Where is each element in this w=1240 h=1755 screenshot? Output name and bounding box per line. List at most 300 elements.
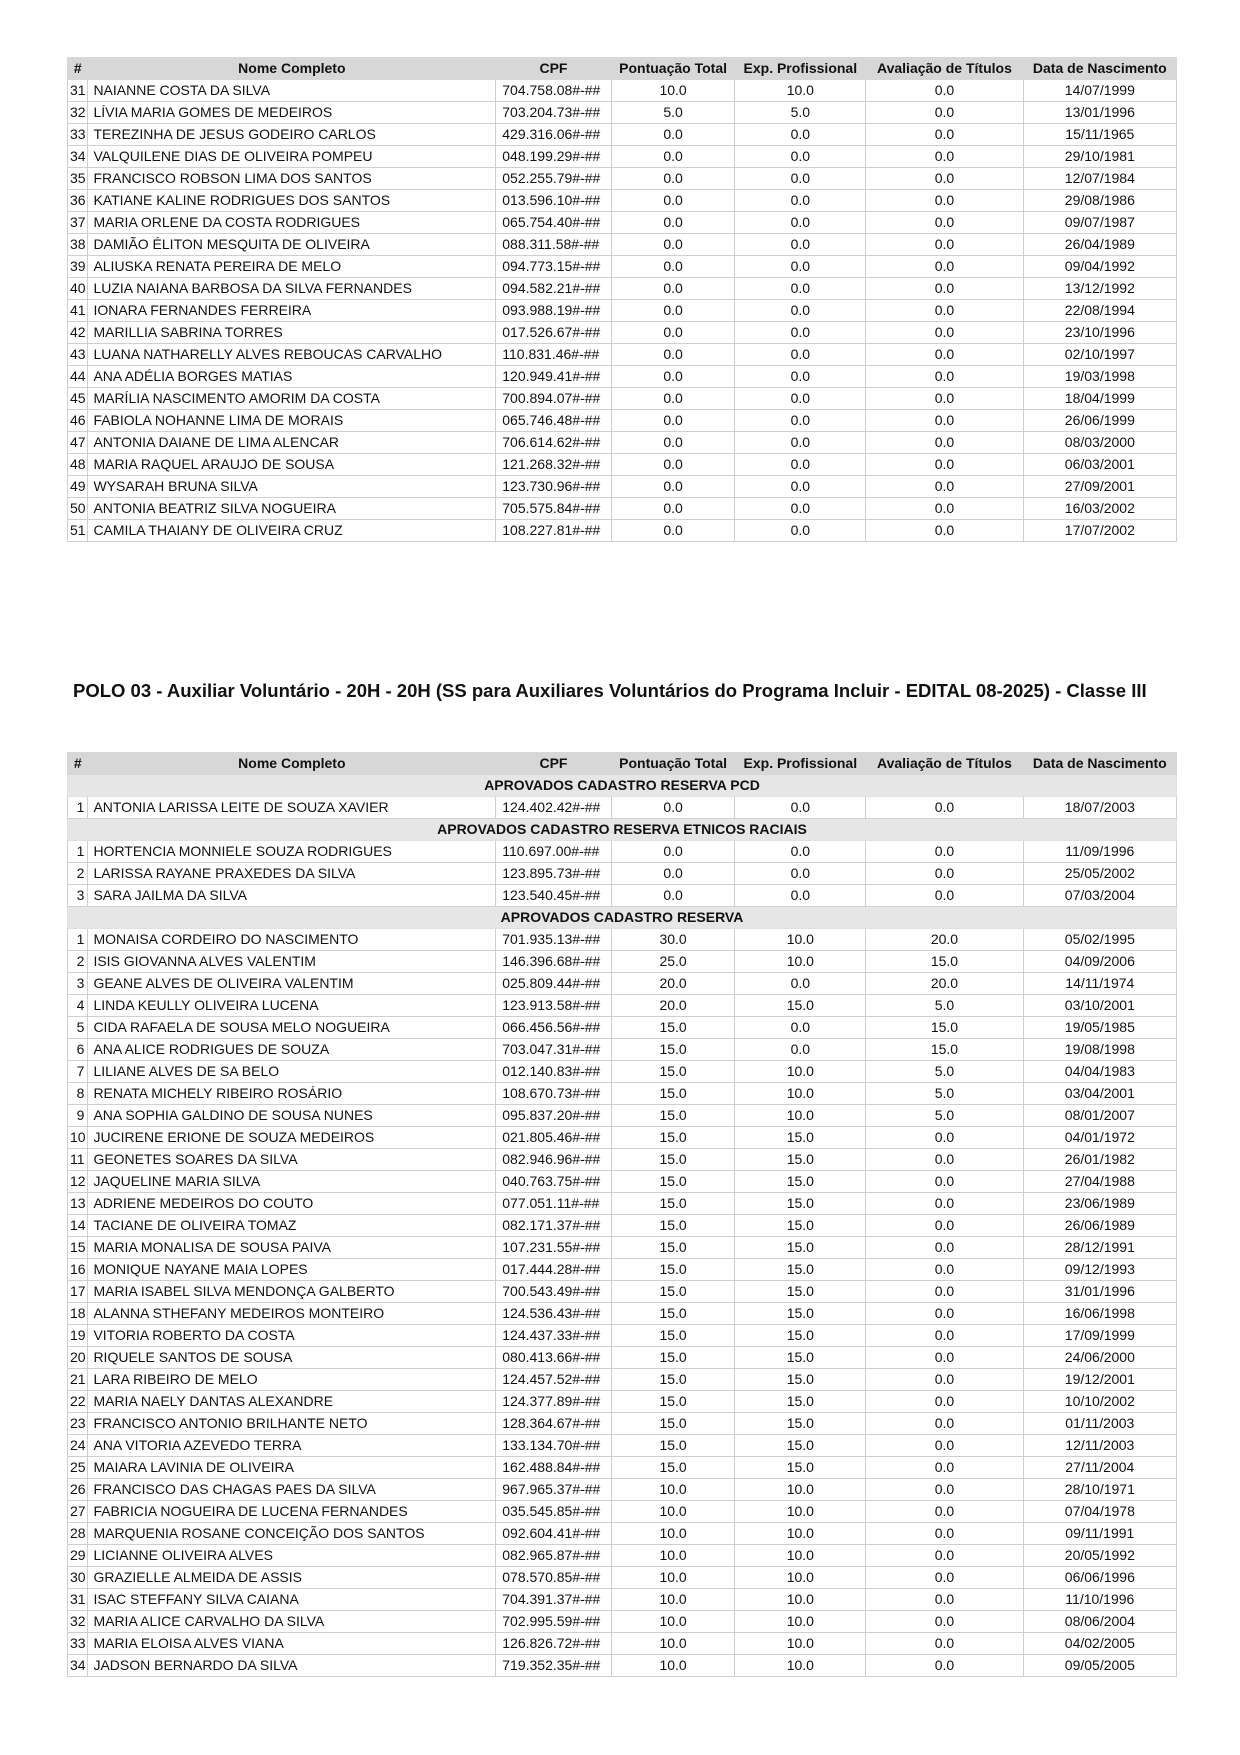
- cell-total-score: 20.0: [611, 995, 735, 1017]
- table-row: [68, 863, 1177, 885]
- cell-name: ANA VITORIA AZEVEDO TERRA: [88, 1435, 496, 1457]
- cell-titles: 0.0: [866, 1655, 1023, 1677]
- cell-cpf: 017.526.67#-##: [496, 322, 611, 344]
- cell-titles: 0.0: [866, 1281, 1023, 1303]
- cell-experience: 15.0: [735, 1193, 866, 1215]
- table-row: [68, 1303, 1177, 1325]
- cell-rank: 42: [68, 322, 88, 344]
- table-row: [68, 1083, 1177, 1105]
- cell-cpf: 025.809.44#-##: [496, 973, 611, 995]
- cell-experience: 10.0: [735, 1061, 866, 1083]
- table-header: [68, 58, 1177, 80]
- cell-rank: 36: [68, 190, 88, 212]
- cell-experience: 0.0: [735, 454, 866, 476]
- cell-titles: 0.0: [866, 797, 1023, 819]
- cell-experience: 10.0: [735, 1105, 866, 1127]
- cell-name: VITORIA ROBERTO DA COSTA: [88, 1325, 496, 1347]
- table-row: [68, 1237, 1177, 1259]
- cell-titles: 0.0: [866, 1237, 1023, 1259]
- group-header-row: [68, 775, 1177, 797]
- cell-total-score: 10.0: [611, 1545, 735, 1567]
- cell-name: ANA ADÉLIA BORGES MATIAS: [88, 366, 496, 388]
- cell-titles: 0.0: [866, 300, 1023, 322]
- cell-cpf: 065.754.40#-##: [496, 212, 611, 234]
- table-row: [68, 1347, 1177, 1369]
- cell-total-score: 10.0: [611, 1633, 735, 1655]
- cell-titles: 0.0: [866, 1501, 1023, 1523]
- cell-titles: 0.0: [866, 1391, 1023, 1413]
- cell-name: LICIANNE OLIVEIRA ALVES: [88, 1545, 496, 1567]
- cell-total-score: 15.0: [611, 1149, 735, 1171]
- cell-total-score: 10.0: [611, 1567, 735, 1589]
- cell-experience: 0.0: [735, 322, 866, 344]
- cell-name: TEREZINHA DE JESUS GODEIRO CARLOS: [88, 124, 496, 146]
- cell-cpf: 082.946.96#-##: [496, 1149, 611, 1171]
- cell-titles: 0.0: [866, 102, 1023, 124]
- cell-name: ALANNA STHEFANY MEDEIROS MONTEIRO: [88, 1303, 496, 1325]
- cell-rank: 27: [68, 1501, 88, 1523]
- table-row: [68, 1171, 1177, 1193]
- column-header-name: Nome Completo: [88, 58, 496, 80]
- cell-name: SARA JAILMA DA SILVA: [88, 885, 496, 907]
- cell-cpf: 123.540.45#-##: [496, 885, 611, 907]
- cell-titles: 0.0: [866, 212, 1023, 234]
- cell-titles: 0.0: [866, 190, 1023, 212]
- cell-total-score: 15.0: [611, 1347, 735, 1369]
- cell-experience: 10.0: [735, 1655, 866, 1677]
- cell-birth-date: 06/06/1996: [1023, 1567, 1176, 1589]
- cell-experience: 0.0: [735, 300, 866, 322]
- cell-name: ISAC STEFFANY SILVA CAIANA: [88, 1589, 496, 1611]
- cell-cpf: 967.965.37#-##: [496, 1479, 611, 1501]
- cell-experience: 15.0: [735, 1347, 866, 1369]
- cell-experience: 0.0: [735, 190, 866, 212]
- table-row: [68, 1611, 1177, 1633]
- cell-cpf: 124.377.89#-##: [496, 1391, 611, 1413]
- cell-total-score: 15.0: [611, 1457, 735, 1479]
- column-header-rank: #: [68, 753, 88, 775]
- cell-experience: 0.0: [735, 863, 866, 885]
- cell-titles: 0.0: [866, 168, 1023, 190]
- cell-titles: 5.0: [866, 1061, 1023, 1083]
- cell-experience: 15.0: [735, 1215, 866, 1237]
- cell-rank: 50: [68, 498, 88, 520]
- cell-total-score: 15.0: [611, 1061, 735, 1083]
- cell-total-score: 10.0: [611, 1479, 735, 1501]
- cell-experience: 0.0: [735, 476, 866, 498]
- cell-titles: 5.0: [866, 995, 1023, 1017]
- cell-total-score: 15.0: [611, 1127, 735, 1149]
- cell-total-score: 15.0: [611, 1435, 735, 1457]
- cell-birth-date: 27/04/1988: [1023, 1171, 1176, 1193]
- cell-cpf: 146.396.68#-##: [496, 951, 611, 973]
- cell-birth-date: 25/05/2002: [1023, 863, 1176, 885]
- cell-rank: 34: [68, 146, 88, 168]
- cell-experience: 0.0: [735, 388, 866, 410]
- cell-total-score: 0.0: [611, 454, 735, 476]
- table-row: [68, 168, 1177, 190]
- cell-titles: 0.0: [866, 454, 1023, 476]
- table-row: [68, 256, 1177, 278]
- cell-birth-date: 07/03/2004: [1023, 885, 1176, 907]
- cell-birth-date: 08/06/2004: [1023, 1611, 1176, 1633]
- cell-cpf: 040.763.75#-##: [496, 1171, 611, 1193]
- cell-experience: 15.0: [735, 1259, 866, 1281]
- cell-experience: 10.0: [735, 929, 866, 951]
- cell-total-score: 15.0: [611, 1369, 735, 1391]
- table-row: [68, 1215, 1177, 1237]
- cell-total-score: 0.0: [611, 300, 735, 322]
- cell-birth-date: 04/01/1972: [1023, 1127, 1176, 1149]
- cell-experience: 0.0: [735, 410, 866, 432]
- cell-titles: 0.0: [866, 1127, 1023, 1149]
- cell-rank: 39: [68, 256, 88, 278]
- cell-name: CIDA RAFAELA DE SOUSA MELO NOGUEIRA: [88, 1017, 496, 1039]
- cell-cpf: 706.614.62#-##: [496, 432, 611, 454]
- table-row: [68, 1523, 1177, 1545]
- table-row: [68, 1105, 1177, 1127]
- cell-titles: 0.0: [866, 1567, 1023, 1589]
- cell-experience: 10.0: [735, 1633, 866, 1655]
- cell-rank: 48: [68, 454, 88, 476]
- cell-birth-date: 19/05/1985: [1023, 1017, 1176, 1039]
- cell-total-score: 0.0: [611, 234, 735, 256]
- cell-cpf: 702.995.59#-##: [496, 1611, 611, 1633]
- cell-name: ANA SOPHIA GALDINO DE SOUSA NUNES: [88, 1105, 496, 1127]
- cell-birth-date: 02/10/1997: [1023, 344, 1176, 366]
- cell-experience: 10.0: [735, 80, 866, 102]
- cell-total-score: 0.0: [611, 278, 735, 300]
- cell-name: ANTONIA BEATRIZ SILVA NOGUEIRA: [88, 498, 496, 520]
- cell-name: HORTENCIA MONNIELE SOUZA RODRIGUES: [88, 841, 496, 863]
- cell-cpf: 094.773.15#-##: [496, 256, 611, 278]
- cell-name: DAMIÃO ÉLITON MESQUITA DE OLIVEIRA: [88, 234, 496, 256]
- cell-total-score: 0.0: [611, 863, 735, 885]
- group-label: APROVADOS CADASTRO RESERVA PCD: [68, 775, 1177, 797]
- cell-rank: 23: [68, 1413, 88, 1435]
- cell-birth-date: 05/02/1995: [1023, 929, 1176, 951]
- column-header-total-score: Pontuação Total: [611, 58, 735, 80]
- cell-cpf: 094.582.21#-##: [496, 278, 611, 300]
- cell-cpf: 088.311.58#-##: [496, 234, 611, 256]
- cell-name: GEANE ALVES DE OLIVEIRA VALENTIM: [88, 973, 496, 995]
- table-row: [68, 498, 1177, 520]
- cell-birth-date: 29/08/1986: [1023, 190, 1176, 212]
- cell-experience: 15.0: [735, 1303, 866, 1325]
- table-row: [68, 322, 1177, 344]
- cell-experience: 10.0: [735, 1501, 866, 1523]
- cell-birth-date: 11/10/1996: [1023, 1589, 1176, 1611]
- cell-birth-date: 26/01/1982: [1023, 1149, 1176, 1171]
- cell-experience: 10.0: [735, 1523, 866, 1545]
- cell-total-score: 10.0: [611, 1523, 735, 1545]
- cell-cpf: 077.051.11#-##: [496, 1193, 611, 1215]
- cell-birth-date: 17/07/2002: [1023, 520, 1176, 542]
- cell-birth-date: 03/04/2001: [1023, 1083, 1176, 1105]
- cell-total-score: 25.0: [611, 951, 735, 973]
- cell-total-score: 0.0: [611, 190, 735, 212]
- cell-cpf: 066.456.56#-##: [496, 1017, 611, 1039]
- cell-total-score: 15.0: [611, 1193, 735, 1215]
- results-table-polo-03: [67, 752, 1177, 1677]
- cell-experience: 10.0: [735, 1611, 866, 1633]
- cell-cpf: 704.758.08#-##: [496, 80, 611, 102]
- cell-total-score: 0.0: [611, 498, 735, 520]
- column-header-name: Nome Completo: [88, 753, 496, 775]
- cell-cpf: 719.352.35#-##: [496, 1655, 611, 1677]
- cell-total-score: 0.0: [611, 212, 735, 234]
- cell-titles: 0.0: [866, 432, 1023, 454]
- cell-experience: 15.0: [735, 1391, 866, 1413]
- cell-name: JADSON BERNARDO DA SILVA: [88, 1655, 496, 1677]
- table-row: [68, 1457, 1177, 1479]
- cell-titles: 0.0: [866, 863, 1023, 885]
- table-row: [68, 102, 1177, 124]
- cell-birth-date: 23/10/1996: [1023, 322, 1176, 344]
- cell-experience: 0.0: [735, 168, 866, 190]
- cell-total-score: 0.0: [611, 256, 735, 278]
- cell-titles: 0.0: [866, 256, 1023, 278]
- cell-experience: 0.0: [735, 1039, 866, 1061]
- cell-name: GRAZIELLE ALMEIDA DE ASSIS: [88, 1567, 496, 1589]
- cell-cpf: 429.316.06#-##: [496, 124, 611, 146]
- cell-rank: 43: [68, 344, 88, 366]
- cell-titles: 0.0: [866, 410, 1023, 432]
- cell-name: MARIA RAQUEL ARAUJO DE SOUSA: [88, 454, 496, 476]
- table-row: [68, 190, 1177, 212]
- cell-experience: 15.0: [735, 1369, 866, 1391]
- table-row: [68, 995, 1177, 1017]
- cell-name: JUCIRENE ERIONE DE SOUZA MEDEIROS: [88, 1127, 496, 1149]
- cell-total-score: 0.0: [611, 432, 735, 454]
- cell-cpf: 035.545.85#-##: [496, 1501, 611, 1523]
- cell-titles: 15.0: [866, 1017, 1023, 1039]
- cell-rank: 18: [68, 1303, 88, 1325]
- cell-rank: 11: [68, 1149, 88, 1171]
- cell-cpf: 128.364.67#-##: [496, 1413, 611, 1435]
- cell-birth-date: 28/12/1991: [1023, 1237, 1176, 1259]
- cell-titles: 0.0: [866, 1413, 1023, 1435]
- cell-birth-date: 09/07/1987: [1023, 212, 1176, 234]
- cell-total-score: 15.0: [611, 1237, 735, 1259]
- cell-name: ALIUSKA RENATA PEREIRA DE MELO: [88, 256, 496, 278]
- cell-titles: 0.0: [866, 322, 1023, 344]
- cell-birth-date: 04/09/2006: [1023, 951, 1176, 973]
- cell-total-score: 0.0: [611, 146, 735, 168]
- cell-cpf: 095.837.20#-##: [496, 1105, 611, 1127]
- cell-rank: 21: [68, 1369, 88, 1391]
- cell-name: LÍVIA MARIA GOMES DE MEDEIROS: [88, 102, 496, 124]
- table-row: [68, 1413, 1177, 1435]
- cell-rank: 12: [68, 1171, 88, 1193]
- cell-total-score: 15.0: [611, 1259, 735, 1281]
- cell-total-score: 15.0: [611, 1325, 735, 1347]
- cell-experience: 15.0: [735, 1413, 866, 1435]
- cell-experience: 10.0: [735, 1589, 866, 1611]
- table-row: [68, 1149, 1177, 1171]
- cell-experience: 15.0: [735, 1127, 866, 1149]
- cell-birth-date: 14/11/1974: [1023, 973, 1176, 995]
- cell-birth-date: 07/04/1978: [1023, 1501, 1176, 1523]
- cell-titles: 0.0: [866, 1347, 1023, 1369]
- cell-total-score: 0.0: [611, 124, 735, 146]
- cell-rank: 35: [68, 168, 88, 190]
- cell-titles: 20.0: [866, 929, 1023, 951]
- cell-titles: 0.0: [866, 1215, 1023, 1237]
- cell-birth-date: 06/03/2001: [1023, 454, 1176, 476]
- cell-total-score: 15.0: [611, 1039, 735, 1061]
- table-row: [68, 841, 1177, 863]
- cell-rank: 2: [68, 863, 88, 885]
- cell-experience: 0.0: [735, 520, 866, 542]
- cell-birth-date: 12/11/2003: [1023, 1435, 1176, 1457]
- cell-cpf: 048.199.29#-##: [496, 146, 611, 168]
- cell-birth-date: 17/09/1999: [1023, 1325, 1176, 1347]
- cell-cpf: 705.575.84#-##: [496, 498, 611, 520]
- cell-titles: 0.0: [866, 124, 1023, 146]
- cell-birth-date: 04/04/1983: [1023, 1061, 1176, 1083]
- cell-name: MAIARA LAVINIA DE OLIVEIRA: [88, 1457, 496, 1479]
- cell-total-score: 0.0: [611, 388, 735, 410]
- cell-titles: 0.0: [866, 1589, 1023, 1611]
- cell-total-score: 10.0: [611, 80, 735, 102]
- cell-birth-date: 18/07/2003: [1023, 797, 1176, 819]
- cell-experience: 5.0: [735, 102, 866, 124]
- table-row: [68, 212, 1177, 234]
- table-row: [68, 885, 1177, 907]
- cell-birth-date: 28/10/1971: [1023, 1479, 1176, 1501]
- cell-name: LUZIA NAIANA BARBOSA DA SILVA FERNANDES: [88, 278, 496, 300]
- cell-experience: 10.0: [735, 951, 866, 973]
- cell-rank: 28: [68, 1523, 88, 1545]
- cell-name: FRANCISCO DAS CHAGAS PAES DA SILVA: [88, 1479, 496, 1501]
- cell-experience: 15.0: [735, 995, 866, 1017]
- cell-rank: 20: [68, 1347, 88, 1369]
- cell-birth-date: 19/12/2001: [1023, 1369, 1176, 1391]
- cell-experience: 0.0: [735, 124, 866, 146]
- section-title: POLO 03 - Auxiliar Voluntário - 20H - 20H (SS para Auxiliares Voluntários do Programa Incluir - EDITAL 08-2025) - Classe III: [73, 680, 1147, 701]
- cell-rank: 30: [68, 1567, 88, 1589]
- cell-rank: 5: [68, 1017, 88, 1039]
- cell-rank: 47: [68, 432, 88, 454]
- cell-titles: 0.0: [866, 1193, 1023, 1215]
- cell-birth-date: 04/02/2005: [1023, 1633, 1176, 1655]
- cell-name: NAIANNE COSTA DA SILVA: [88, 80, 496, 102]
- cell-name: WYSARAH BRUNA SILVA: [88, 476, 496, 498]
- cell-titles: 0.0: [866, 1435, 1023, 1457]
- cell-cpf: 700.894.07#-##: [496, 388, 611, 410]
- table-row: [68, 454, 1177, 476]
- cell-birth-date: 10/10/2002: [1023, 1391, 1176, 1413]
- cell-cpf: 110.697.00#-##: [496, 841, 611, 863]
- cell-total-score: 10.0: [611, 1655, 735, 1677]
- cell-birth-date: 11/09/1996: [1023, 841, 1176, 863]
- cell-birth-date: 22/08/1994: [1023, 300, 1176, 322]
- table-row: [68, 1589, 1177, 1611]
- cell-rank: 17: [68, 1281, 88, 1303]
- cell-rank: 46: [68, 410, 88, 432]
- table-row: [68, 1017, 1177, 1039]
- cell-rank: 45: [68, 388, 88, 410]
- cell-titles: 0.0: [866, 885, 1023, 907]
- cell-name: MARIA ISABEL SILVA MENDONÇA GALBERTO: [88, 1281, 496, 1303]
- group-label: APROVADOS CADASTRO RESERVA ETNICOS RACIAIS: [68, 819, 1177, 841]
- cell-birth-date: 09/11/1991: [1023, 1523, 1176, 1545]
- cell-cpf: 121.268.32#-##: [496, 454, 611, 476]
- table-row: [68, 1325, 1177, 1347]
- table-header: [68, 753, 1177, 775]
- cell-birth-date: 14/07/1999: [1023, 80, 1176, 102]
- cell-titles: 0.0: [866, 344, 1023, 366]
- cell-total-score: 15.0: [611, 1303, 735, 1325]
- cell-total-score: 15.0: [611, 1281, 735, 1303]
- column-header-experience: Exp. Profissional: [735, 58, 866, 80]
- table-row: [68, 300, 1177, 322]
- cell-experience: 15.0: [735, 1171, 866, 1193]
- cell-rank: 33: [68, 1633, 88, 1655]
- table-row: [68, 1039, 1177, 1061]
- cell-titles: 0.0: [866, 1325, 1023, 1347]
- cell-total-score: 15.0: [611, 1391, 735, 1413]
- cell-total-score: 0.0: [611, 366, 735, 388]
- cell-birth-date: 09/04/1992: [1023, 256, 1176, 278]
- column-header-birth-date: Data de Nascimento: [1023, 58, 1176, 80]
- cell-name: MONAISA CORDEIRO DO NASCIMENTO: [88, 929, 496, 951]
- table-row: [68, 80, 1177, 102]
- cell-birth-date: 09/12/1993: [1023, 1259, 1176, 1281]
- cell-cpf: 124.457.52#-##: [496, 1369, 611, 1391]
- cell-birth-date: 19/08/1998: [1023, 1039, 1176, 1061]
- cell-birth-date: 16/03/2002: [1023, 498, 1176, 520]
- cell-rank: 37: [68, 212, 88, 234]
- cell-name: RIQUELE SANTOS DE SOUSA: [88, 1347, 496, 1369]
- table-row: [68, 124, 1177, 146]
- cell-experience: 15.0: [735, 1325, 866, 1347]
- cell-total-score: 15.0: [611, 1105, 735, 1127]
- cell-rank: 31: [68, 1589, 88, 1611]
- cell-name: LARA RIBEIRO DE MELO: [88, 1369, 496, 1391]
- column-header-experience: Exp. Profissional: [735, 753, 866, 775]
- column-header-cpf: CPF: [496, 58, 611, 80]
- cell-rank: 31: [68, 80, 88, 102]
- cell-cpf: 700.543.49#-##: [496, 1281, 611, 1303]
- cell-rank: 13: [68, 1193, 88, 1215]
- table-row: [68, 1479, 1177, 1501]
- cell-rank: 6: [68, 1039, 88, 1061]
- cell-experience: 10.0: [735, 1545, 866, 1567]
- cell-birth-date: 18/04/1999: [1023, 388, 1176, 410]
- table-row: [68, 1633, 1177, 1655]
- cell-name: MARIA NAELY DANTAS ALEXANDRE: [88, 1391, 496, 1413]
- cell-total-score: 0.0: [611, 885, 735, 907]
- cell-rank: 16: [68, 1259, 88, 1281]
- cell-total-score: 30.0: [611, 929, 735, 951]
- table-row: [68, 146, 1177, 168]
- cell-cpf: 082.965.87#-##: [496, 1545, 611, 1567]
- cell-experience: 0.0: [735, 256, 866, 278]
- cell-rank: 14: [68, 1215, 88, 1237]
- cell-total-score: 15.0: [611, 1215, 735, 1237]
- cell-titles: 0.0: [866, 1479, 1023, 1501]
- cell-name: IONARA FERNANDES FERREIRA: [88, 300, 496, 322]
- table-row: [68, 1545, 1177, 1567]
- cell-experience: 15.0: [735, 1457, 866, 1479]
- cell-birth-date: 15/11/1965: [1023, 124, 1176, 146]
- cell-total-score: 0.0: [611, 344, 735, 366]
- cell-cpf: 082.171.37#-##: [496, 1215, 611, 1237]
- cell-total-score: 5.0: [611, 102, 735, 124]
- cell-name: VALQUILENE DIAS DE OLIVEIRA POMPEU: [88, 146, 496, 168]
